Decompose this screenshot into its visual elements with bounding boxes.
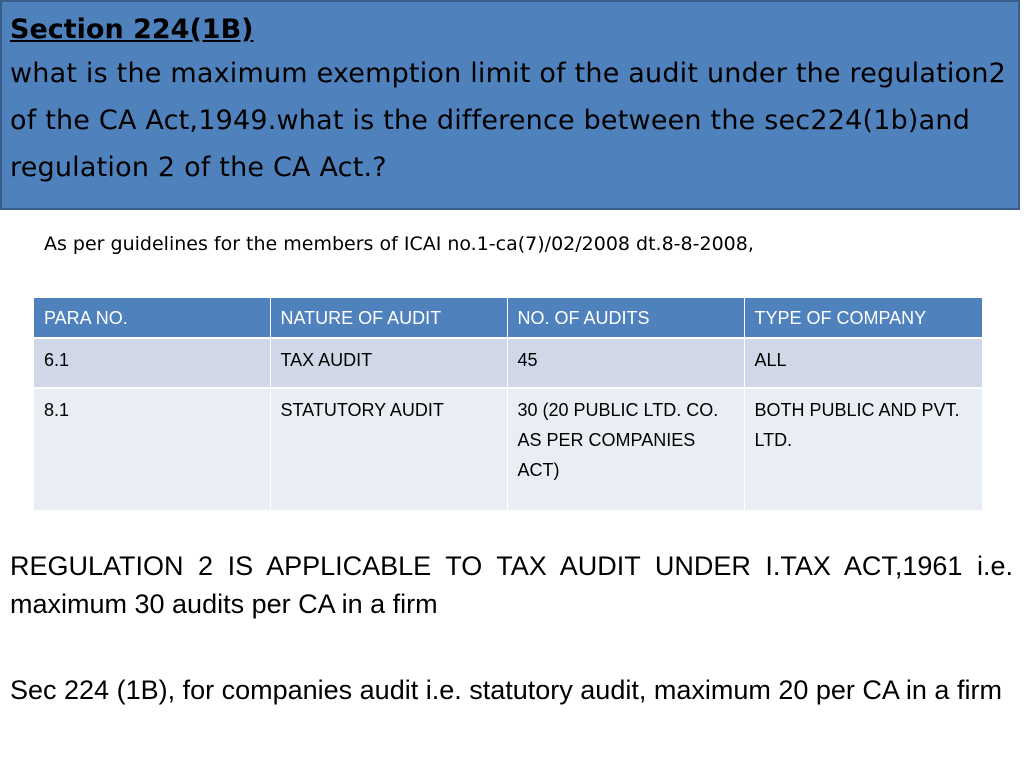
table-header-row [34,298,982,338]
cell-nature-of-audit: STATUTORY AUDIT [270,388,507,510]
guidelines-intro: As per guidelines for the members of ICAI no.1-ca(7)/02/2008 dt.8-8-2008, [44,233,754,255]
table-row [34,338,982,388]
cell-para-no: 8.1 [34,388,270,510]
cell-para-no: 6.1 [34,338,270,388]
section-heading: Section 224(1B) [10,14,254,45]
section-224-paragraph: Sec 224 (1B), for companies audit i.e. statutory audit, maximum 20 per CA in a firm [10,675,1002,705]
title-box [0,0,1020,210]
header-para-no: PARA NO. [34,298,270,338]
header-no-of-audits: NO. OF AUDITS [507,298,744,338]
cell-no-of-audits: 45 [507,338,744,388]
regulation-2-paragraph: REGULATION 2 IS APPLICABLE TO TAX AUDIT UNDER I.TAX ACT,1961 i.e. maximum 30 audits per CA in a firm [10,551,1013,619]
header-nature-of-audit: NATURE OF AUDIT [270,298,507,338]
cell-no-of-audits: 30 (20 PUBLIC LTD. CO. AS PER COMPANIES ACT) [507,388,744,510]
table-row [34,388,982,510]
cell-type-of-company: BOTH PUBLIC AND PVT. LTD. [744,388,982,510]
cell-type-of-company: ALL [744,338,982,388]
header-type-of-company: TYPE OF COMPANY [744,298,982,338]
audit-limits-table [34,298,982,510]
question-text: what is the maximum exemption limit of the audit under the regulation2 of the CA Act,1949.what is the difference between the sec224(1b)and regulation 2 of the CA Act.? [10,58,1007,183]
cell-nature-of-audit: TAX AUDIT [270,338,507,388]
